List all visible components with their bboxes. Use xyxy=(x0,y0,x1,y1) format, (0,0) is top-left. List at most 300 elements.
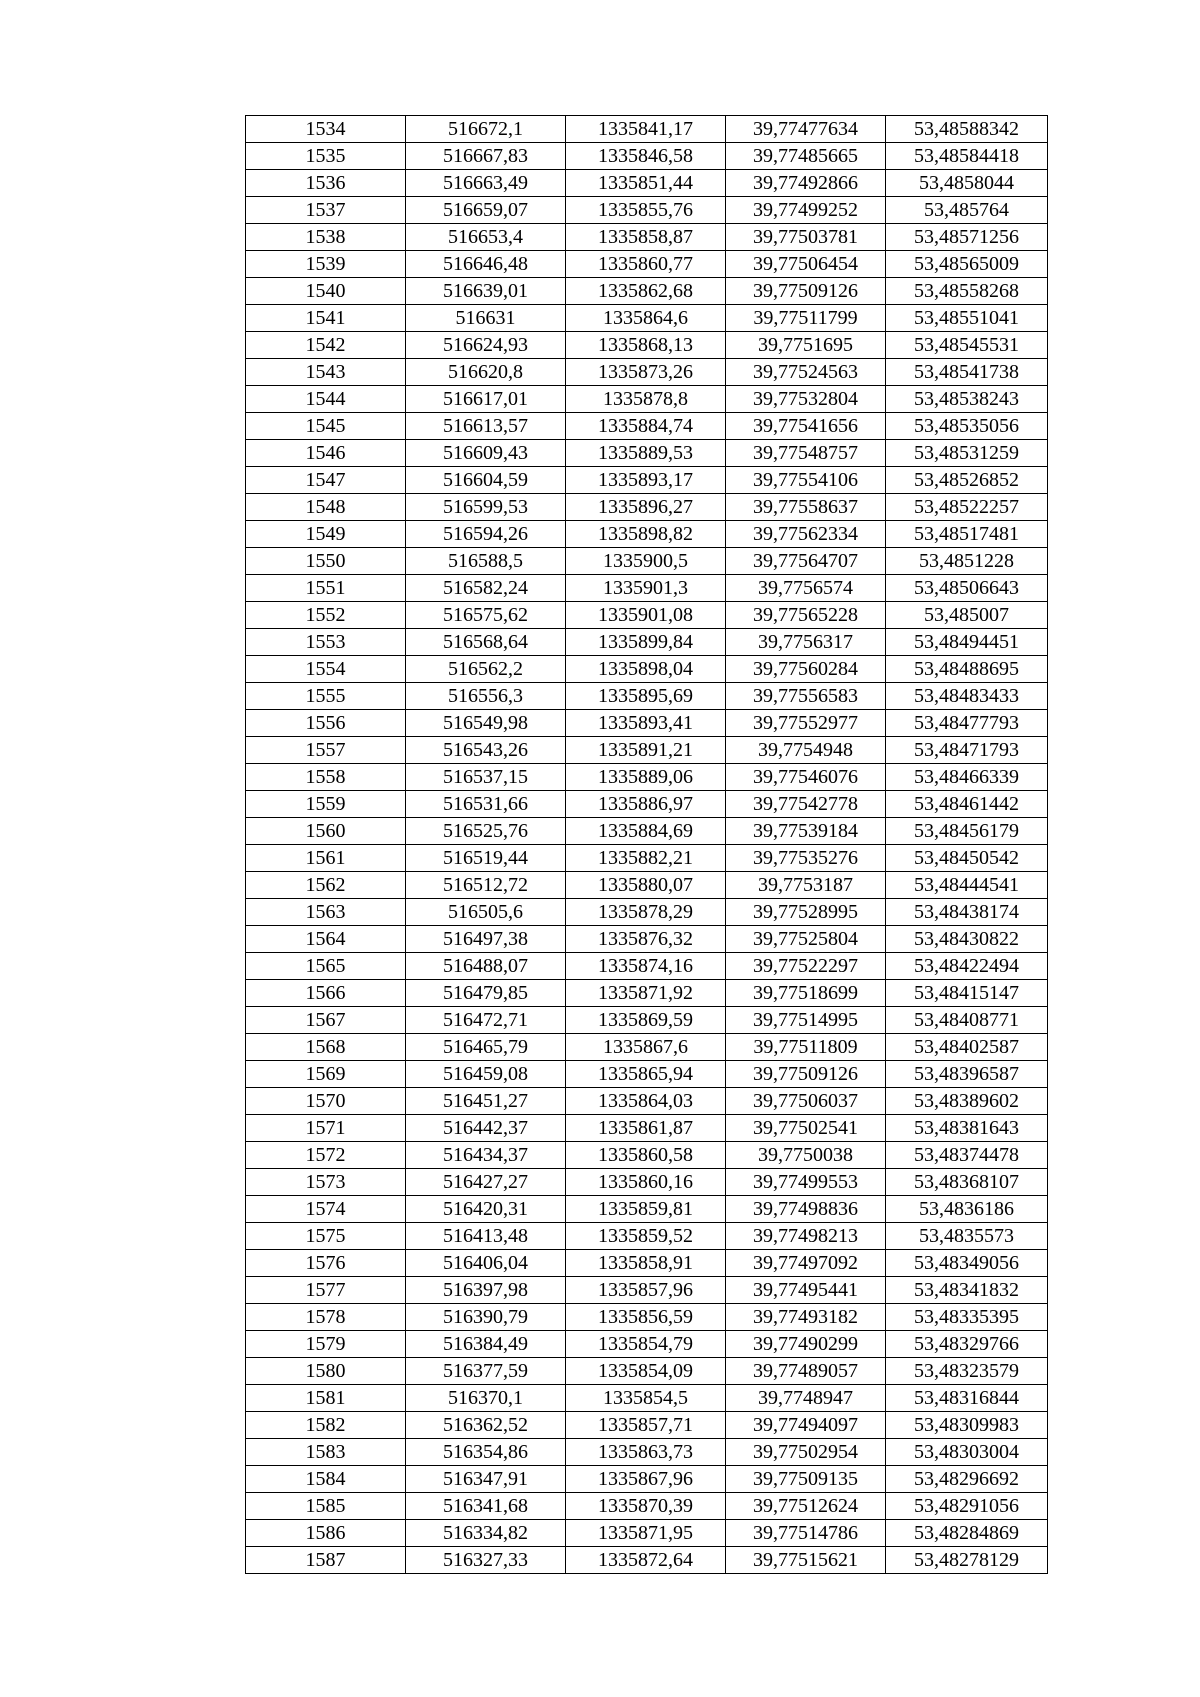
longitude-cell: 39,77502954 xyxy=(726,1439,886,1466)
point-number-cell: 1544 xyxy=(246,386,406,413)
point-number-cell: 1553 xyxy=(246,629,406,656)
x-coordinate-cell: 516588,5 xyxy=(406,548,566,575)
point-number-cell: 1569 xyxy=(246,1061,406,1088)
point-number-cell: 1583 xyxy=(246,1439,406,1466)
longitude-cell: 39,7748947 xyxy=(726,1385,886,1412)
table-row xyxy=(246,1358,1048,1385)
point-number-cell: 1554 xyxy=(246,656,406,683)
y-coordinate-cell: 1335864,6 xyxy=(566,305,726,332)
y-coordinate-cell: 1335860,58 xyxy=(566,1142,726,1169)
point-number-cell: 1537 xyxy=(246,197,406,224)
table-row xyxy=(246,143,1048,170)
y-coordinate-cell: 1335863,73 xyxy=(566,1439,726,1466)
x-coordinate-cell: 516362,52 xyxy=(406,1412,566,1439)
longitude-cell: 39,77503781 xyxy=(726,224,886,251)
point-number-cell: 1550 xyxy=(246,548,406,575)
point-number-cell: 1565 xyxy=(246,953,406,980)
table-row xyxy=(246,1385,1048,1412)
y-coordinate-cell: 1335901,3 xyxy=(566,575,726,602)
x-coordinate-cell: 516624,93 xyxy=(406,332,566,359)
x-coordinate-cell: 516659,07 xyxy=(406,197,566,224)
y-coordinate-cell: 1335855,76 xyxy=(566,197,726,224)
longitude-cell: 39,77497092 xyxy=(726,1250,886,1277)
point-number-cell: 1578 xyxy=(246,1304,406,1331)
y-coordinate-cell: 1335882,21 xyxy=(566,845,726,872)
y-coordinate-cell: 1335859,81 xyxy=(566,1196,726,1223)
y-coordinate-cell: 1335860,16 xyxy=(566,1169,726,1196)
table-row xyxy=(246,1142,1048,1169)
point-number-cell: 1562 xyxy=(246,872,406,899)
x-coordinate-cell: 516512,72 xyxy=(406,872,566,899)
x-coordinate-cell: 516594,26 xyxy=(406,521,566,548)
latitude-cell: 53,48545531 xyxy=(886,332,1048,359)
x-coordinate-cell: 516537,15 xyxy=(406,764,566,791)
point-number-cell: 1552 xyxy=(246,602,406,629)
longitude-cell: 39,77514995 xyxy=(726,1007,886,1034)
y-coordinate-cell: 1335891,21 xyxy=(566,737,726,764)
longitude-cell: 39,7756574 xyxy=(726,575,886,602)
point-number-cell: 1566 xyxy=(246,980,406,1007)
x-coordinate-cell: 516525,76 xyxy=(406,818,566,845)
y-coordinate-cell: 1335898,04 xyxy=(566,656,726,683)
latitude-cell: 53,48461442 xyxy=(886,791,1048,818)
y-coordinate-cell: 1335864,03 xyxy=(566,1088,726,1115)
y-coordinate-cell: 1335871,95 xyxy=(566,1520,726,1547)
x-coordinate-cell: 516672,1 xyxy=(406,116,566,143)
longitude-cell: 39,77554106 xyxy=(726,467,886,494)
point-number-cell: 1538 xyxy=(246,224,406,251)
latitude-cell: 53,48374478 xyxy=(886,1142,1048,1169)
longitude-cell: 39,77539184 xyxy=(726,818,886,845)
point-number-cell: 1579 xyxy=(246,1331,406,1358)
longitude-cell: 39,77515621 xyxy=(726,1547,886,1574)
point-number-cell: 1587 xyxy=(246,1547,406,1574)
table-row xyxy=(246,737,1048,764)
x-coordinate-cell: 516413,48 xyxy=(406,1223,566,1250)
x-coordinate-cell: 516543,26 xyxy=(406,737,566,764)
x-coordinate-cell: 516599,53 xyxy=(406,494,566,521)
y-coordinate-cell: 1335861,87 xyxy=(566,1115,726,1142)
table-row xyxy=(246,386,1048,413)
y-coordinate-cell: 1335851,44 xyxy=(566,170,726,197)
y-coordinate-cell: 1335869,59 xyxy=(566,1007,726,1034)
point-number-cell: 1545 xyxy=(246,413,406,440)
latitude-cell: 53,48341832 xyxy=(886,1277,1048,1304)
x-coordinate-cell: 516519,44 xyxy=(406,845,566,872)
point-number-cell: 1549 xyxy=(246,521,406,548)
latitude-cell: 53,48316844 xyxy=(886,1385,1048,1412)
longitude-cell: 39,7750038 xyxy=(726,1142,886,1169)
longitude-cell: 39,77490299 xyxy=(726,1331,886,1358)
point-number-cell: 1585 xyxy=(246,1493,406,1520)
table-row xyxy=(246,1034,1048,1061)
point-number-cell: 1536 xyxy=(246,170,406,197)
y-coordinate-cell: 1335871,92 xyxy=(566,980,726,1007)
latitude-cell: 53,48323579 xyxy=(886,1358,1048,1385)
y-coordinate-cell: 1335873,26 xyxy=(566,359,726,386)
latitude-cell: 53,48538243 xyxy=(886,386,1048,413)
latitude-cell: 53,48291056 xyxy=(886,1493,1048,1520)
table-row xyxy=(246,1439,1048,1466)
table-row xyxy=(246,872,1048,899)
table-row xyxy=(246,1223,1048,1250)
y-coordinate-cell: 1335857,96 xyxy=(566,1277,726,1304)
x-coordinate-cell: 516568,64 xyxy=(406,629,566,656)
table-row xyxy=(246,494,1048,521)
x-coordinate-cell: 516334,82 xyxy=(406,1520,566,1547)
table-row xyxy=(246,1115,1048,1142)
x-coordinate-cell: 516631 xyxy=(406,305,566,332)
y-coordinate-cell: 1335860,77 xyxy=(566,251,726,278)
y-coordinate-cell: 1335900,5 xyxy=(566,548,726,575)
point-number-cell: 1573 xyxy=(246,1169,406,1196)
point-number-cell: 1535 xyxy=(246,143,406,170)
longitude-cell: 39,77556583 xyxy=(726,683,886,710)
y-coordinate-cell: 1335889,53 xyxy=(566,440,726,467)
y-coordinate-cell: 1335884,69 xyxy=(566,818,726,845)
longitude-cell: 39,77524563 xyxy=(726,359,886,386)
table-row xyxy=(246,791,1048,818)
latitude-cell: 53,48349056 xyxy=(886,1250,1048,1277)
point-number-cell: 1586 xyxy=(246,1520,406,1547)
latitude-cell: 53,48565009 xyxy=(886,251,1048,278)
latitude-cell: 53,48526852 xyxy=(886,467,1048,494)
y-coordinate-cell: 1335878,8 xyxy=(566,386,726,413)
latitude-cell: 53,48541738 xyxy=(886,359,1048,386)
latitude-cell: 53,48303004 xyxy=(886,1439,1048,1466)
x-coordinate-cell: 516406,04 xyxy=(406,1250,566,1277)
point-number-cell: 1564 xyxy=(246,926,406,953)
point-number-cell: 1548 xyxy=(246,494,406,521)
latitude-cell: 53,48389602 xyxy=(886,1088,1048,1115)
y-coordinate-cell: 1335841,17 xyxy=(566,116,726,143)
coordinates-table xyxy=(245,115,1048,1574)
y-coordinate-cell: 1335878,29 xyxy=(566,899,726,926)
table-row xyxy=(246,1520,1048,1547)
y-coordinate-cell: 1335859,52 xyxy=(566,1223,726,1250)
longitude-cell: 39,77552977 xyxy=(726,710,886,737)
table-row xyxy=(246,1412,1048,1439)
point-number-cell: 1543 xyxy=(246,359,406,386)
x-coordinate-cell: 516562,2 xyxy=(406,656,566,683)
longitude-cell: 39,77509135 xyxy=(726,1466,886,1493)
longitude-cell: 39,77511809 xyxy=(726,1034,886,1061)
latitude-cell: 53,48402587 xyxy=(886,1034,1048,1061)
longitude-cell: 39,77489057 xyxy=(726,1358,886,1385)
y-coordinate-cell: 1335867,6 xyxy=(566,1034,726,1061)
latitude-cell: 53,48471793 xyxy=(886,737,1048,764)
x-coordinate-cell: 516459,08 xyxy=(406,1061,566,1088)
x-coordinate-cell: 516472,71 xyxy=(406,1007,566,1034)
latitude-cell: 53,48522257 xyxy=(886,494,1048,521)
longitude-cell: 39,77495441 xyxy=(726,1277,886,1304)
table-row xyxy=(246,845,1048,872)
longitude-cell: 39,77558637 xyxy=(726,494,886,521)
x-coordinate-cell: 516620,8 xyxy=(406,359,566,386)
y-coordinate-cell: 1335862,68 xyxy=(566,278,726,305)
y-coordinate-cell: 1335884,74 xyxy=(566,413,726,440)
table-row xyxy=(246,899,1048,926)
table-row xyxy=(246,548,1048,575)
longitude-cell: 39,77512624 xyxy=(726,1493,886,1520)
longitude-cell: 39,77506037 xyxy=(726,1088,886,1115)
y-coordinate-cell: 1335889,06 xyxy=(566,764,726,791)
y-coordinate-cell: 1335898,82 xyxy=(566,521,726,548)
point-number-cell: 1534 xyxy=(246,116,406,143)
latitude-cell: 53,48309983 xyxy=(886,1412,1048,1439)
longitude-cell: 39,77525804 xyxy=(726,926,886,953)
y-coordinate-cell: 1335854,5 xyxy=(566,1385,726,1412)
table-row xyxy=(246,629,1048,656)
x-coordinate-cell: 516397,98 xyxy=(406,1277,566,1304)
x-coordinate-cell: 516497,38 xyxy=(406,926,566,953)
latitude-cell: 53,4835573 xyxy=(886,1223,1048,1250)
longitude-cell: 39,77485665 xyxy=(726,143,886,170)
point-number-cell: 1584 xyxy=(246,1466,406,1493)
point-number-cell: 1567 xyxy=(246,1007,406,1034)
table-row xyxy=(246,1061,1048,1088)
x-coordinate-cell: 516505,6 xyxy=(406,899,566,926)
longitude-cell: 39,77546076 xyxy=(726,764,886,791)
point-number-cell: 1557 xyxy=(246,737,406,764)
y-coordinate-cell: 1335854,79 xyxy=(566,1331,726,1358)
point-number-cell: 1540 xyxy=(246,278,406,305)
latitude-cell: 53,48477793 xyxy=(886,710,1048,737)
y-coordinate-cell: 1335901,08 xyxy=(566,602,726,629)
x-coordinate-cell: 516465,79 xyxy=(406,1034,566,1061)
y-coordinate-cell: 1335872,64 xyxy=(566,1547,726,1574)
point-number-cell: 1560 xyxy=(246,818,406,845)
table-row xyxy=(246,683,1048,710)
longitude-cell: 39,7751695 xyxy=(726,332,886,359)
table-row xyxy=(246,1088,1048,1115)
table-row xyxy=(246,305,1048,332)
latitude-cell: 53,48531259 xyxy=(886,440,1048,467)
point-number-cell: 1574 xyxy=(246,1196,406,1223)
longitude-cell: 39,77492866 xyxy=(726,170,886,197)
latitude-cell: 53,48517481 xyxy=(886,521,1048,548)
latitude-cell: 53,48335395 xyxy=(886,1304,1048,1331)
x-coordinate-cell: 516575,62 xyxy=(406,602,566,629)
table-row xyxy=(246,1331,1048,1358)
y-coordinate-cell: 1335854,09 xyxy=(566,1358,726,1385)
table-row xyxy=(246,1493,1048,1520)
x-coordinate-cell: 516609,43 xyxy=(406,440,566,467)
latitude-cell: 53,485007 xyxy=(886,602,1048,629)
y-coordinate-cell: 1335880,07 xyxy=(566,872,726,899)
latitude-cell: 53,48450542 xyxy=(886,845,1048,872)
table-row xyxy=(246,170,1048,197)
x-coordinate-cell: 516327,33 xyxy=(406,1547,566,1574)
x-coordinate-cell: 516488,07 xyxy=(406,953,566,980)
table-row xyxy=(246,656,1048,683)
y-coordinate-cell: 1335868,13 xyxy=(566,332,726,359)
y-coordinate-cell: 1335874,16 xyxy=(566,953,726,980)
table-row xyxy=(246,1196,1048,1223)
x-coordinate-cell: 516604,59 xyxy=(406,467,566,494)
table-row xyxy=(246,278,1048,305)
coordinates-table-body xyxy=(246,116,1048,1574)
point-number-cell: 1577 xyxy=(246,1277,406,1304)
y-coordinate-cell: 1335870,39 xyxy=(566,1493,726,1520)
point-number-cell: 1580 xyxy=(246,1358,406,1385)
y-coordinate-cell: 1335886,97 xyxy=(566,791,726,818)
table-row xyxy=(246,467,1048,494)
longitude-cell: 39,77509126 xyxy=(726,278,886,305)
x-coordinate-cell: 516613,57 xyxy=(406,413,566,440)
table-row xyxy=(246,764,1048,791)
x-coordinate-cell: 516479,85 xyxy=(406,980,566,1007)
latitude-cell: 53,48466339 xyxy=(886,764,1048,791)
latitude-cell: 53,48551041 xyxy=(886,305,1048,332)
point-number-cell: 1571 xyxy=(246,1115,406,1142)
table-row xyxy=(246,1277,1048,1304)
y-coordinate-cell: 1335857,71 xyxy=(566,1412,726,1439)
table-row xyxy=(246,197,1048,224)
x-coordinate-cell: 516347,91 xyxy=(406,1466,566,1493)
x-coordinate-cell: 516390,79 xyxy=(406,1304,566,1331)
latitude-cell: 53,48422494 xyxy=(886,953,1048,980)
table-row xyxy=(246,116,1048,143)
table-row xyxy=(246,359,1048,386)
point-number-cell: 1575 xyxy=(246,1223,406,1250)
latitude-cell: 53,48415147 xyxy=(886,980,1048,1007)
table-row xyxy=(246,575,1048,602)
y-coordinate-cell: 1335876,32 xyxy=(566,926,726,953)
latitude-cell: 53,48296692 xyxy=(886,1466,1048,1493)
x-coordinate-cell: 516663,49 xyxy=(406,170,566,197)
y-coordinate-cell: 1335856,59 xyxy=(566,1304,726,1331)
x-coordinate-cell: 516377,59 xyxy=(406,1358,566,1385)
point-number-cell: 1558 xyxy=(246,764,406,791)
point-number-cell: 1547 xyxy=(246,467,406,494)
latitude-cell: 53,48483433 xyxy=(886,683,1048,710)
latitude-cell: 53,48396587 xyxy=(886,1061,1048,1088)
point-number-cell: 1551 xyxy=(246,575,406,602)
x-coordinate-cell: 516639,01 xyxy=(406,278,566,305)
longitude-cell: 39,77493182 xyxy=(726,1304,886,1331)
point-number-cell: 1542 xyxy=(246,332,406,359)
y-coordinate-cell: 1335893,17 xyxy=(566,467,726,494)
longitude-cell: 39,77498836 xyxy=(726,1196,886,1223)
longitude-cell: 39,7754948 xyxy=(726,737,886,764)
longitude-cell: 39,7756317 xyxy=(726,629,886,656)
longitude-cell: 39,77548757 xyxy=(726,440,886,467)
table-row xyxy=(246,1547,1048,1574)
y-coordinate-cell: 1335846,58 xyxy=(566,143,726,170)
longitude-cell: 39,77511799 xyxy=(726,305,886,332)
point-number-cell: 1555 xyxy=(246,683,406,710)
latitude-cell: 53,48438174 xyxy=(886,899,1048,926)
longitude-cell: 39,77565228 xyxy=(726,602,886,629)
x-coordinate-cell: 516370,1 xyxy=(406,1385,566,1412)
point-number-cell: 1568 xyxy=(246,1034,406,1061)
latitude-cell: 53,48408771 xyxy=(886,1007,1048,1034)
table-row xyxy=(246,1169,1048,1196)
table-row xyxy=(246,980,1048,1007)
y-coordinate-cell: 1335896,27 xyxy=(566,494,726,521)
latitude-cell: 53,48535056 xyxy=(886,413,1048,440)
x-coordinate-cell: 516434,37 xyxy=(406,1142,566,1169)
x-coordinate-cell: 516427,27 xyxy=(406,1169,566,1196)
latitude-cell: 53,48278129 xyxy=(886,1547,1048,1574)
x-coordinate-cell: 516582,24 xyxy=(406,575,566,602)
point-number-cell: 1582 xyxy=(246,1412,406,1439)
latitude-cell: 53,4858044 xyxy=(886,170,1048,197)
latitude-cell: 53,48571256 xyxy=(886,224,1048,251)
longitude-cell: 39,77477634 xyxy=(726,116,886,143)
latitude-cell: 53,48381643 xyxy=(886,1115,1048,1142)
point-number-cell: 1563 xyxy=(246,899,406,926)
latitude-cell: 53,48456179 xyxy=(886,818,1048,845)
point-number-cell: 1541 xyxy=(246,305,406,332)
table-row xyxy=(246,1304,1048,1331)
x-coordinate-cell: 516549,98 xyxy=(406,710,566,737)
x-coordinate-cell: 516646,48 xyxy=(406,251,566,278)
latitude-cell: 53,4851228 xyxy=(886,548,1048,575)
longitude-cell: 39,77499553 xyxy=(726,1169,886,1196)
table-row xyxy=(246,1007,1048,1034)
point-number-cell: 1572 xyxy=(246,1142,406,1169)
longitude-cell: 39,77502541 xyxy=(726,1115,886,1142)
point-number-cell: 1556 xyxy=(246,710,406,737)
latitude-cell: 53,48284869 xyxy=(886,1520,1048,1547)
table-row xyxy=(246,1250,1048,1277)
longitude-cell: 39,77562334 xyxy=(726,521,886,548)
latitude-cell: 53,48494451 xyxy=(886,629,1048,656)
table-row xyxy=(246,926,1048,953)
latitude-cell: 53,48368107 xyxy=(886,1169,1048,1196)
y-coordinate-cell: 1335899,84 xyxy=(566,629,726,656)
table-row xyxy=(246,251,1048,278)
longitude-cell: 39,77514786 xyxy=(726,1520,886,1547)
table-row xyxy=(246,953,1048,980)
longitude-cell: 39,77498213 xyxy=(726,1223,886,1250)
longitude-cell: 39,7753187 xyxy=(726,872,886,899)
y-coordinate-cell: 1335893,41 xyxy=(566,710,726,737)
longitude-cell: 39,77542778 xyxy=(726,791,886,818)
table-row xyxy=(246,413,1048,440)
longitude-cell: 39,77494097 xyxy=(726,1412,886,1439)
longitude-cell: 39,77509126 xyxy=(726,1061,886,1088)
latitude-cell: 53,48329766 xyxy=(886,1331,1048,1358)
point-number-cell: 1561 xyxy=(246,845,406,872)
longitude-cell: 39,77518699 xyxy=(726,980,886,1007)
latitude-cell: 53,48588342 xyxy=(886,116,1048,143)
longitude-cell: 39,77522297 xyxy=(726,953,886,980)
x-coordinate-cell: 516653,4 xyxy=(406,224,566,251)
point-number-cell: 1539 xyxy=(246,251,406,278)
point-number-cell: 1576 xyxy=(246,1250,406,1277)
table-row xyxy=(246,224,1048,251)
x-coordinate-cell: 516667,83 xyxy=(406,143,566,170)
latitude-cell: 53,4836186 xyxy=(886,1196,1048,1223)
latitude-cell: 53,48430822 xyxy=(886,926,1048,953)
table-row xyxy=(246,332,1048,359)
latitude-cell: 53,48506643 xyxy=(886,575,1048,602)
x-coordinate-cell: 516384,49 xyxy=(406,1331,566,1358)
y-coordinate-cell: 1335895,69 xyxy=(566,683,726,710)
point-number-cell: 1559 xyxy=(246,791,406,818)
latitude-cell: 53,48444541 xyxy=(886,872,1048,899)
table-row xyxy=(246,602,1048,629)
y-coordinate-cell: 1335865,94 xyxy=(566,1061,726,1088)
longitude-cell: 39,77506454 xyxy=(726,251,886,278)
longitude-cell: 39,77532804 xyxy=(726,386,886,413)
x-coordinate-cell: 516451,27 xyxy=(406,1088,566,1115)
x-coordinate-cell: 516617,01 xyxy=(406,386,566,413)
x-coordinate-cell: 516442,37 xyxy=(406,1115,566,1142)
